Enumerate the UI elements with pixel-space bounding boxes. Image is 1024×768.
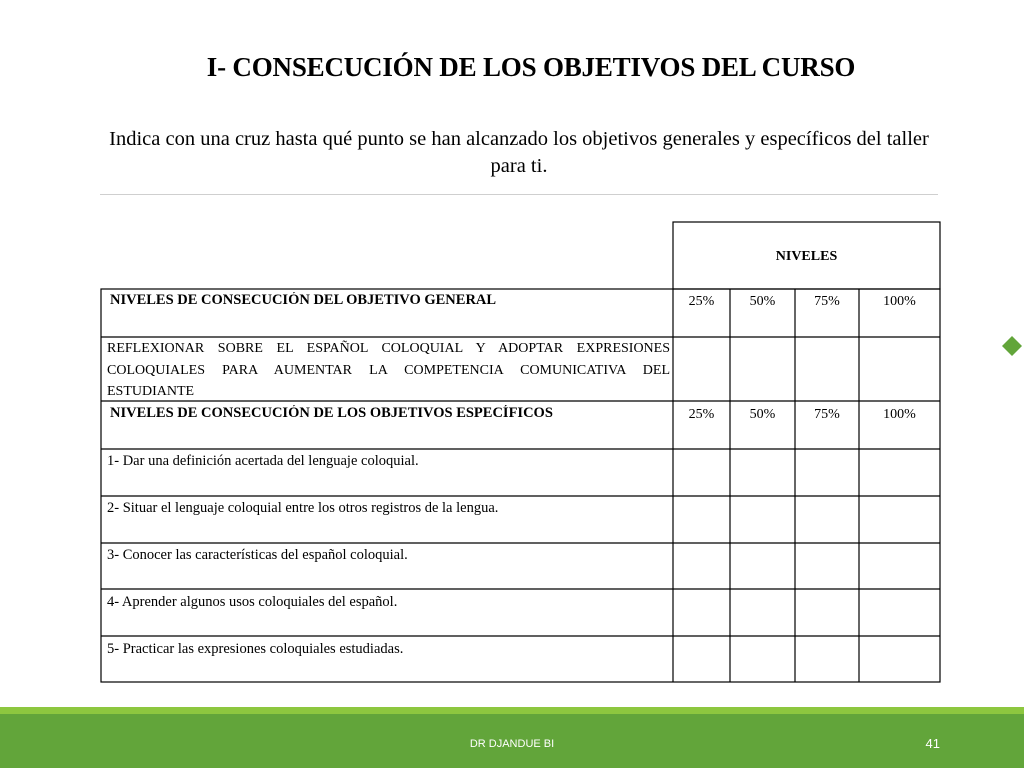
specific-objective-3: 3- Conocer las características del español coloquial. — [107, 547, 408, 563]
general-pct-100: 100% — [883, 294, 916, 309]
general-pct-75: 75% — [814, 294, 840, 309]
specific-pct-75: 75% — [814, 407, 840, 422]
footer-author: DR DJANDUE BI — [469, 738, 555, 750]
specific-objective-2: 2- Situar el lenguaje coloquial entre los otros registros de la lengua. — [107, 500, 499, 516]
specific-objective-5: 5- Practicar las expresiones coloquiales estudiadas. — [107, 641, 404, 657]
footer-accent-bar — [0, 707, 1024, 714]
general-pct-50: 50% — [749, 294, 776, 309]
general-objective-text: REFLEXIONAR SOBRE EL ESPAÑOL COLOQUIAL Y ADOPTAR EXPRESIONES COLOQUIALES PARA AUMENTAR LA COMPETENCIA COMUNICATIVA DEL ESTUDIANTE — [107, 341, 670, 399]
page-title: I- CONSECUCIÓN DE LOS OBJETIVOS DEL CURSO — [206, 52, 856, 82]
specific-objectives-header: NIVELES DE CONSECUCIÓN DE LOS OBJETIVOS ESPECÍFICOS — [110, 405, 553, 421]
general-pct-25: 25% — [688, 294, 715, 309]
general-objective-header: NIVELES DE CONSECUCIÓN DEL OBJETIVO GENERAL — [110, 292, 497, 308]
instructions-text: Indica con una cruz hasta qué punto se han alcanzado los objetivos generales y específicos del taller para ti. — [109, 128, 929, 177]
specific-objective-1: 1- Dar una definición acertada del lenguaje coloquial. — [107, 453, 419, 469]
levels-header: NIVELES — [775, 249, 838, 264]
specific-pct-100: 100% — [883, 407, 916, 422]
page-number: 41 — [925, 736, 940, 751]
specific-pct-50: 50% — [749, 407, 776, 422]
specific-pct-25: 25% — [688, 407, 715, 422]
specific-objective-4: 4- Aprender algunos usos coloquiales del español. — [107, 594, 398, 610]
